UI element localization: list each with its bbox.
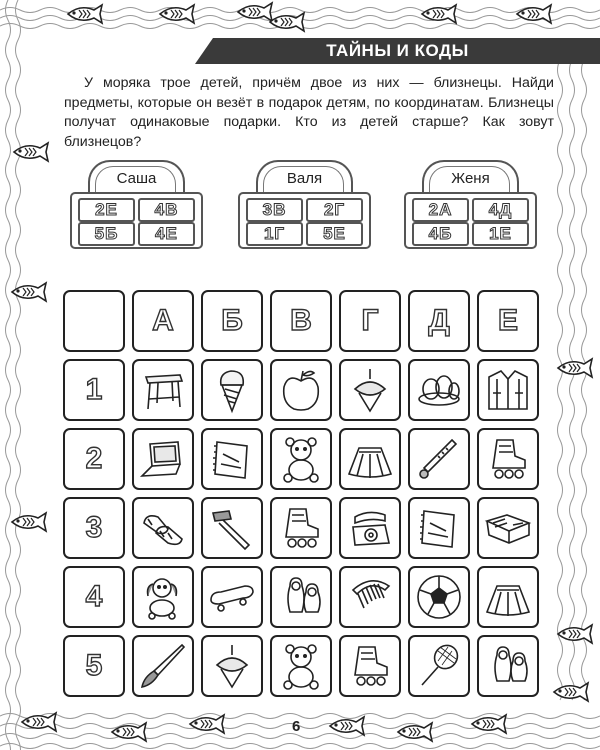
roller-skate-icon	[276, 503, 326, 553]
fish-icon	[10, 510, 50, 534]
grid-cell-b3	[201, 497, 263, 559]
book-icon	[483, 503, 533, 553]
fish-icon	[188, 712, 228, 736]
apple-icon	[276, 365, 326, 415]
fish-icon	[515, 2, 555, 26]
grid-cell-d5	[408, 635, 470, 697]
column-header	[408, 290, 470, 352]
grid-cell-g2	[339, 428, 401, 490]
teddy-bear-icon	[276, 641, 326, 691]
bag-name: Саша	[116, 170, 157, 187]
fish-icon	[12, 140, 52, 164]
hammer-icon	[207, 503, 257, 553]
bag-code: 4В	[138, 198, 195, 222]
column-header	[201, 290, 263, 352]
fish-icon	[328, 714, 368, 738]
matryoshka-icon	[483, 641, 533, 691]
stool-icon	[138, 365, 188, 415]
grid-cell-v1	[270, 359, 332, 421]
bag-code: 4Д	[472, 198, 529, 222]
grid-cell-e3	[477, 497, 539, 559]
column-header	[477, 290, 539, 352]
spinning-top-icon	[345, 365, 395, 415]
bag-code: 2Е	[78, 198, 135, 222]
row-header	[63, 359, 125, 421]
paintbrush-icon	[138, 641, 188, 691]
grid-cell-v5	[270, 635, 332, 697]
soccer-ball-icon	[414, 572, 464, 622]
grid-cell-d3	[408, 497, 470, 559]
grid-cell-g4	[339, 566, 401, 628]
row-number: 2	[85, 442, 103, 475]
page-title: ТАЙНЫ И КОДЫ	[326, 41, 469, 60]
roller-skate-icon	[345, 641, 395, 691]
grid-cell-d4	[408, 566, 470, 628]
skirt-icon	[483, 572, 533, 622]
grid-cell-e1	[477, 359, 539, 421]
jacket-icon	[483, 365, 533, 415]
column-letter: В	[290, 304, 312, 337]
row-header	[63, 497, 125, 559]
skateboard-icon	[207, 572, 257, 622]
grid-cell-a1	[132, 359, 194, 421]
telephone-icon	[345, 503, 395, 553]
ice-cream-icon	[207, 365, 257, 415]
grid-cell-v2	[270, 428, 332, 490]
grid-cell-d2	[408, 428, 470, 490]
bag-body	[238, 192, 371, 249]
task-text	[64, 74, 554, 152]
column-letter: Б	[221, 304, 243, 337]
fish-icon	[20, 710, 60, 734]
matryoshka-icon	[276, 572, 326, 622]
column-letter: Г	[361, 304, 379, 337]
laptop-icon	[138, 434, 188, 484]
bag-code: 5Е	[306, 222, 363, 246]
bag-code: 4Е	[138, 222, 195, 246]
tennis-racket-icon	[414, 641, 464, 691]
bag-valya	[238, 160, 371, 248]
column-header	[339, 290, 401, 352]
grid-cell-a3	[132, 497, 194, 559]
fish-icon	[556, 622, 596, 646]
grid-cell-v3	[270, 497, 332, 559]
fish-icon	[470, 712, 510, 736]
fish-icon	[396, 720, 436, 744]
grid-cell-v4	[270, 566, 332, 628]
row-number: 1	[85, 373, 103, 406]
grid-cell-b5	[201, 635, 263, 697]
notebook-icon	[207, 434, 257, 484]
grid-cell-e5	[477, 635, 539, 697]
grid-cell-e4	[477, 566, 539, 628]
row-header	[63, 566, 125, 628]
grid-cell-a5	[132, 635, 194, 697]
bag-body	[70, 192, 203, 249]
column-header	[132, 290, 194, 352]
row-number: 4	[85, 580, 103, 613]
bag-code: 1Е	[472, 222, 529, 246]
fish-icon	[10, 280, 50, 304]
bag-name: Женя	[451, 170, 490, 187]
page-number: 6	[292, 718, 301, 735]
bag-zhenya	[404, 160, 537, 248]
grid-cell-g1	[339, 359, 401, 421]
bag-code: 2А	[412, 198, 469, 222]
row-header	[63, 428, 125, 490]
bag-body	[404, 192, 537, 249]
bag-code: 2Г	[306, 198, 363, 222]
grid-cell-b4	[201, 566, 263, 628]
grid-cell-b1	[201, 359, 263, 421]
grid-cell-g5	[339, 635, 401, 697]
row-header	[63, 635, 125, 697]
skirt-icon	[345, 434, 395, 484]
row-number: 5	[85, 649, 103, 682]
bag-sasha	[70, 160, 203, 248]
notebook-icon	[414, 503, 464, 553]
teddy-bear-icon	[276, 434, 326, 484]
grid-cell-e2	[477, 428, 539, 490]
bag-code: 3В	[246, 198, 303, 222]
roller-skate-icon	[483, 434, 533, 484]
column-header	[270, 290, 332, 352]
fish-icon	[420, 2, 460, 26]
row-number: 3	[85, 511, 103, 544]
thermometer-icon	[414, 434, 464, 484]
grid-cell-g3	[339, 497, 401, 559]
task-paragraph: У моряка трое детей, причём двое из них — близнецы. Найди предметы, которые он везёт в подарок детям, по координатам. Близнецы получат одинаковые подарки. Кто из детей старше? Как зовут близнецов?	[64, 75, 554, 150]
column-letter: Д	[428, 304, 450, 337]
grid-cell-b2	[201, 428, 263, 490]
toy-dog-icon	[138, 572, 188, 622]
fish-icon	[268, 10, 308, 34]
grid-cell-a2	[132, 428, 194, 490]
bag-code: 4Б	[412, 222, 469, 246]
bag-code: 5Б	[78, 222, 135, 246]
fish-icon	[66, 2, 106, 26]
comb-icon	[345, 572, 395, 622]
spinning-top-icon	[207, 641, 257, 691]
fish-icon	[556, 356, 596, 380]
column-letter: Е	[497, 304, 518, 337]
fish-icon	[110, 720, 150, 744]
wave-border-left	[0, 0, 30, 750]
fish-icon	[552, 680, 592, 704]
grid-corner	[63, 290, 125, 352]
bag-name: Валя	[286, 170, 323, 187]
grid-cell-a4	[132, 566, 194, 628]
slippers-icon	[138, 503, 188, 553]
column-letter: А	[152, 304, 174, 337]
dishes-icon	[414, 365, 464, 415]
grid-cell-d1	[408, 359, 470, 421]
fish-icon	[158, 2, 198, 26]
bag-code: 1Г	[246, 222, 303, 246]
